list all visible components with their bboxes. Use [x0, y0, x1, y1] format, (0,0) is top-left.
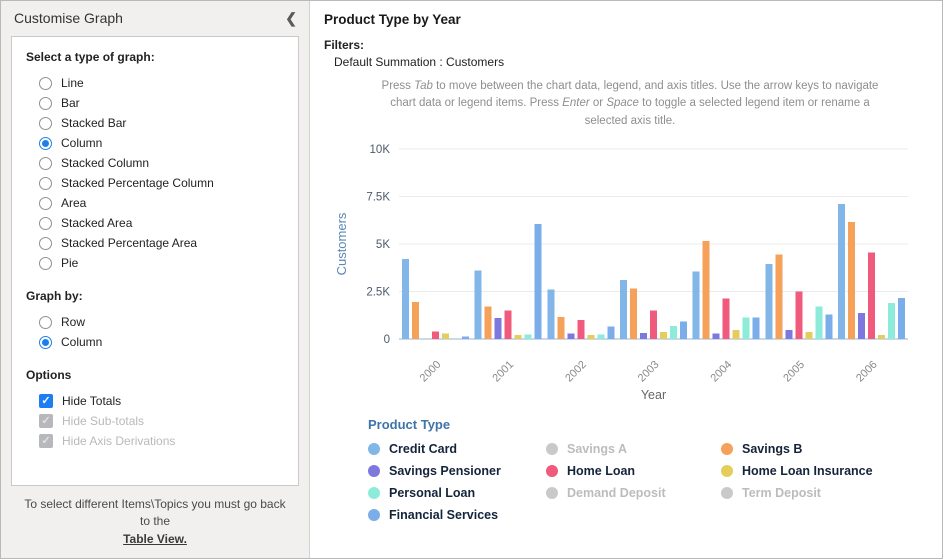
bar-home-loan-2001[interactable] — [505, 310, 512, 339]
bar-home-loan-insurance-2006[interactable] — [878, 335, 885, 339]
bar-financial-services-2005[interactable] — [825, 314, 832, 338]
legend-title: Product Type — [368, 416, 451, 432]
filters-value: Default Summation : Customers — [334, 55, 505, 69]
radio-icon[interactable] — [39, 157, 52, 170]
radio-label: Line — [61, 76, 84, 90]
bar-home-loan-insurance-2002[interactable] — [587, 335, 594, 339]
radio-icon[interactable] — [39, 237, 52, 250]
bar-savings-b-2001[interactable] — [485, 306, 492, 338]
bar-personal-loan-2004[interactable] — [743, 317, 750, 338]
graph-by-radio-group — [26, 312, 284, 352]
graph-by-heading: Graph by: — [26, 289, 83, 303]
bar-financial-services-2000[interactable] — [462, 336, 469, 339]
bar-savings-b-2002[interactable] — [557, 317, 564, 339]
radio-icon[interactable] — [39, 217, 52, 230]
legend-label: Home Loan — [567, 463, 636, 478]
chart-area — [324, 134, 928, 411]
radio-icon[interactable] — [39, 316, 52, 329]
filters-label: Filters: — [324, 38, 365, 52]
bar-personal-loan-2006[interactable] — [888, 303, 895, 339]
legend-swatch-icon — [721, 443, 733, 455]
sidebar-title: Customise Graph — [14, 9, 123, 26]
radio-icon[interactable] — [39, 257, 52, 270]
checkbox-hide-axis-derivations — [39, 431, 284, 451]
instruction-text: or — [589, 97, 607, 110]
legend-grid — [368, 442, 928, 522]
radio-label: Bar — [61, 96, 80, 110]
checkbox-hide-sub-totals — [39, 411, 284, 431]
bar-financial-services-2006[interactable] — [898, 298, 905, 339]
bar-savings-pensioner-2001[interactable] — [495, 318, 502, 339]
bar-home-loan-2005[interactable] — [795, 291, 802, 339]
checkbox-label: Hide Totals — [62, 394, 122, 408]
key-name: Enter — [562, 97, 590, 110]
legend-swatch-icon — [546, 443, 558, 455]
y-tick-label: 0 — [383, 333, 390, 346]
bar-home-loan-insurance-2004[interactable] — [733, 330, 740, 339]
x-axis-title[interactable]: Year — [640, 387, 667, 402]
bar-home-loan-2006[interactable] — [868, 252, 875, 339]
radio-icon[interactable] — [39, 177, 52, 190]
radio-graph-type-line[interactable] — [39, 73, 284, 93]
bar-credit-card-2000[interactable] — [402, 259, 409, 339]
legend-label: Term Deposit — [742, 485, 821, 500]
radio-graph-type-bar[interactable] — [39, 93, 284, 113]
legend-label: Home Loan Insurance — [742, 463, 873, 478]
radio-icon[interactable] — [39, 137, 52, 150]
radio-graph-type-stacked-column[interactable] — [39, 153, 284, 173]
radio-icon[interactable] — [39, 197, 52, 210]
bar-home-loan-insurance-2001[interactable] — [515, 335, 522, 339]
chart-legend — [368, 417, 928, 522]
legend-swatch-icon — [721, 465, 733, 477]
bar-savings-b-2003[interactable] — [630, 288, 637, 338]
radio-label: Stacked Bar — [61, 116, 127, 130]
bar-savings-b-2000[interactable] — [412, 302, 419, 339]
checkbox-label: Hide Sub-totals — [62, 414, 145, 428]
bar-financial-services-2001[interactable] — [535, 224, 542, 339]
legend-label: Credit Card — [389, 441, 458, 456]
instruction-text: to move between the chart data, legend, and axis titles. Use the arrow keys to navigate chart data or legend items. Press — [390, 80, 879, 110]
bar-financial-services-2002[interactable] — [607, 326, 614, 338]
bar-personal-loan-2005[interactable] — [815, 306, 822, 338]
chart-panel — [309, 1, 942, 558]
bar-credit-card-2003[interactable] — [620, 280, 627, 339]
checkbox-icon: ✓ — [39, 434, 53, 448]
legend-item-financial-services[interactable] — [368, 508, 546, 522]
bar-savings-b-2004[interactable] — [703, 241, 710, 339]
legend-swatch-icon — [368, 487, 380, 499]
bar-personal-loan-2001[interactable] — [525, 334, 532, 339]
legend-item-home-loan[interactable] — [546, 464, 721, 478]
checkbox-label: Hide Axis Derivations — [62, 434, 176, 448]
instruction-text: to toggle a selected legend item or rename a selected axis title. — [584, 97, 870, 127]
bar-financial-services-2004[interactable] — [753, 317, 760, 338]
radio-label: Area — [61, 196, 87, 210]
radio-icon[interactable] — [39, 97, 52, 110]
sidebar-header — [1, 1, 309, 34]
x-tick-label: 2000 — [417, 358, 444, 385]
radio-label: Stacked Area — [61, 216, 133, 230]
legend-label: Savings B — [742, 441, 803, 456]
legend-label: Financial Services — [389, 507, 499, 522]
x-tick-label: 2005 — [781, 358, 808, 385]
bar-home-loan-insurance-2005[interactable] — [805, 332, 812, 339]
options-checkbox-group — [26, 391, 284, 451]
keyboard-instructions — [372, 78, 888, 130]
checkbox-icon[interactable]: ✓ — [39, 394, 53, 408]
legend-label: Savings Pensioner — [389, 463, 501, 478]
legend-swatch-icon — [368, 443, 380, 455]
radio-label: Column — [61, 335, 103, 349]
bar-savings-pensioner-2005[interactable] — [785, 330, 792, 339]
radio-graph-type-column[interactable] — [39, 133, 284, 153]
bar-home-loan-insurance-2003[interactable] — [660, 332, 667, 339]
legend-item-credit-card[interactable] — [368, 442, 546, 456]
x-tick-label: 2006 — [853, 358, 880, 385]
graph-type-radio-group — [26, 73, 284, 273]
checkbox-hide-totals[interactable] — [39, 391, 284, 411]
bar-home-loan-insurance-2000[interactable] — [442, 333, 449, 338]
sidebar-footer — [1, 492, 309, 558]
legend-item-term-deposit[interactable] — [721, 486, 928, 500]
radio-icon[interactable] — [39, 77, 52, 90]
instruction-text: Press — [381, 80, 415, 92]
radio-label: Stacked Percentage Area — [61, 236, 198, 250]
bar-credit-card-2005[interactable] — [765, 264, 772, 339]
column-chart[interactable] — [324, 134, 928, 406]
bar-credit-card-2004[interactable] — [693, 271, 700, 339]
legend-swatch-icon — [546, 465, 558, 477]
y-tick-label: 10K — [369, 143, 390, 156]
legend-item-home-loan-insurance[interactable] — [721, 464, 928, 478]
radio-label: Column — [61, 136, 103, 150]
legend-item-savings-b[interactable] — [721, 442, 928, 456]
legend-label: Demand Deposit — [567, 485, 666, 500]
bar-savings-pensioner-2003[interactable] — [640, 333, 647, 339]
y-tick-label: 5K — [375, 238, 390, 251]
footer-note: To select different Items\Topics you must go back to the — [24, 496, 286, 529]
graph-type-heading: Select a type of graph: — [26, 50, 155, 64]
legend-label: Savings A — [567, 441, 627, 456]
options-heading: Options — [26, 368, 72, 382]
radio-graph-type-pie[interactable] — [39, 253, 284, 273]
legend-item-savings-a[interactable] — [546, 442, 721, 456]
bar-savings-pensioner-2006[interactable] — [858, 313, 865, 339]
checkbox-icon: ✓ — [39, 414, 53, 428]
x-tick-label: 2003 — [635, 358, 662, 385]
y-tick-label: 7.5K — [366, 191, 390, 204]
bar-savings-pensioner-2002[interactable] — [567, 333, 574, 339]
bar-credit-card-2001[interactable] — [475, 270, 482, 338]
radio-graph-type-stacked-area[interactable] — [39, 213, 284, 233]
radio-label: Stacked Percentage Column — [61, 176, 214, 190]
legend-swatch-icon — [721, 487, 733, 499]
legend-label: Personal Loan — [389, 485, 476, 500]
bar-personal-loan-2003[interactable] — [670, 326, 677, 339]
key-name: Space — [606, 97, 639, 110]
radio-graph-type-stacked-percentage-area[interactable] — [39, 233, 284, 253]
radio-graph-type-stacked-bar[interactable] — [39, 113, 284, 133]
bar-home-loan-2002[interactable] — [577, 320, 584, 339]
radio-label: Stacked Column — [61, 156, 150, 170]
table-view-link[interactable]: Table View. — [123, 531, 187, 546]
bar-savings-pensioner-2004[interactable] — [713, 333, 720, 339]
bar-home-loan-2000[interactable] — [432, 331, 439, 339]
page-title: Product Type by Year — [324, 12, 461, 27]
radio-label: Row — [61, 315, 86, 329]
radio-icon[interactable] — [39, 336, 52, 349]
radio-graph-type-stacked-percentage-column[interactable] — [39, 173, 284, 193]
bar-personal-loan-2002[interactable] — [597, 334, 604, 339]
x-tick-label: 2004 — [708, 358, 735, 385]
customise-graph-panel — [1, 1, 309, 558]
bar-home-loan-2004[interactable] — [723, 298, 730, 339]
radio-icon[interactable] — [39, 117, 52, 130]
legend-item-personal-loan[interactable] — [368, 486, 546, 500]
graph-settings-box — [11, 36, 299, 486]
legend-swatch-icon — [546, 487, 558, 499]
radio-graph-by-row[interactable] — [39, 312, 284, 332]
bar-credit-card-2002[interactable] — [547, 289, 554, 338]
legend-swatch-icon — [368, 509, 380, 521]
legend-item-demand-deposit[interactable] — [546, 486, 721, 500]
legend-swatch-icon — [368, 465, 380, 477]
radio-graph-by-column[interactable] — [39, 332, 284, 352]
x-tick-label: 2001 — [490, 358, 517, 385]
key-name: Tab — [414, 80, 433, 92]
chevron-left-icon[interactable]: ❮ — [285, 9, 297, 26]
legend-item-savings-pensioner[interactable] — [368, 464, 546, 478]
x-tick-label: 2002 — [563, 358, 589, 385]
bar-savings-b-2006[interactable] — [848, 222, 855, 339]
radio-label: Pie — [61, 256, 79, 270]
radio-graph-type-area[interactable] — [39, 193, 284, 213]
bar-financial-services-2003[interactable] — [680, 321, 687, 339]
bar-savings-b-2005[interactable] — [775, 254, 782, 339]
bar-home-loan-2003[interactable] — [650, 310, 657, 339]
y-axis-title[interactable]: Customers — [334, 212, 349, 276]
y-tick-label: 2.5K — [366, 286, 390, 299]
bar-credit-card-2006[interactable] — [838, 204, 845, 339]
